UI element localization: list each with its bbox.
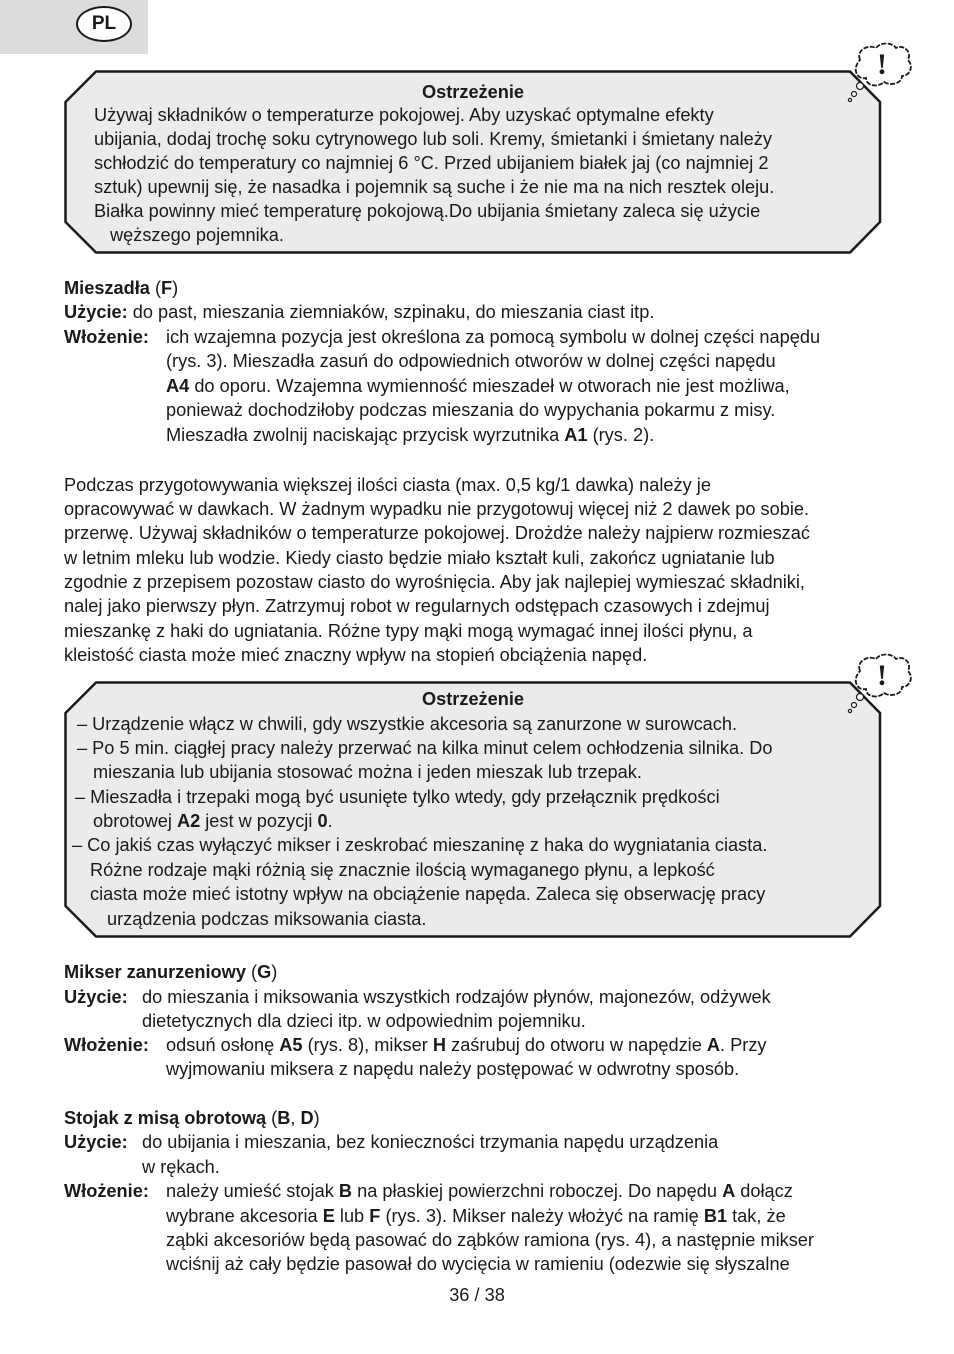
paragraph-line: przerwę. Używaj składników o temperaturze pokojowej. Drożdże należy najpierw rozmieszać <box>64 523 810 543</box>
paragraph-line: w letnim mleku lub wodzie. Kiedy ciasto będzie miało kształt kuli, zakończ ugniatanie lub <box>64 548 775 568</box>
warning-box-2 <box>64 659 887 938</box>
language-badge: PL <box>76 6 132 42</box>
warning-line: obrotowej A2 jest w pozycji 0. <box>93 811 333 831</box>
warning-line: sztuk) upewnij się, że nasadka i pojemnik są suche i że nie ma na nich resztek oleju. <box>94 177 775 197</box>
warning-line: – Po 5 min. ciągłej pracy należy przerwać na kilka minut celem ochłodzenia silnika. Do <box>77 738 773 758</box>
warning-line: schłodzić do temperatury co najmniej 6 °C. Przed ubijaniem białek jaj (co najmniej 2 <box>94 153 769 173</box>
warning-box-1 <box>64 48 887 254</box>
warning-title: Ostrzeżenie <box>421 82 525 102</box>
language-tab <box>0 0 148 54</box>
use-line: w rękach. <box>142 1157 220 1177</box>
use-label: Użycie: <box>64 1132 128 1152</box>
use-line: do mieszania i miksowania wszystkich rodzajów płynów, majonezów, odżywek <box>142 987 771 1007</box>
insert-label: Włożenie: <box>64 1181 149 1201</box>
use-label: Użycie: <box>64 987 128 1007</box>
warning-line: – Co jakiś czas wyłączyć mikser i zeskrobać mieszaninę z haka do wygniatania ciasta. <box>72 835 768 855</box>
warning-line: urządzenia podczas miksowania ciasta. <box>107 909 427 929</box>
paragraph-line: nalej jako pierwszy płyn. Zatrzymuj robot w regularnych odstępach czasowych i zdejmuj <box>64 596 770 616</box>
use-line: do ubijania i mieszania, bez konieczności trzymania napędu urządzenia <box>142 1132 719 1152</box>
section-heading: Stojak z misą obrotową (B, D) <box>64 1108 320 1128</box>
paragraph-line: kleistość ciasta może mieć znaczny wpływ na stopień obciążenia napęd. <box>64 645 648 665</box>
insert-line: (rys. 3). Mieszadła zasuń do odpowiednich otworów w dolnej części napędu <box>166 351 776 371</box>
insert-label: Włożenie: <box>64 1035 149 1055</box>
insert-line: Mieszadła zwolnij naciskając przycisk wyrzutnika A1 (rys. 2). <box>166 425 655 445</box>
warning-line: ciasta może mieć istotny wpływ na obciążenie napęda. Zaleca się obserwację pracy <box>90 884 766 904</box>
warning-line: Białka powinny mieć temperaturę pokojową.Do ubijania śmietany zaleca się użycie <box>94 201 761 221</box>
warning-line: mieszania lub ubijania stosować można i jeden mieszak lub trzepak. <box>93 762 642 782</box>
section-heading: Mieszadła (F) <box>64 278 179 298</box>
insert-line: wciśnij aż cały będzie pasował do wycięcia w ramieniu (odezwie się słyszalne <box>166 1254 790 1274</box>
warning-line: Używaj składników o temperaturze pokojowej. Aby uzyskać optymalne efekty <box>94 105 714 125</box>
insert-line: ich wzajemna pozycja jest określona za pomocą symbolu w dolnej części napędu <box>166 327 821 347</box>
insert-line: ząbki akcesoriów będą pasować do ząbków ramiona (rys. 4), a następnie mikser <box>166 1230 814 1250</box>
page-number: 36 / 38 <box>449 1285 505 1305</box>
use-line: dietetycznych dla dzieci itp. w odpowiednim pojemniku. <box>142 1011 586 1031</box>
insert-line: wybrane akcesoria E lub F (rys. 3). Mikser należy włożyć na ramię B1 tak, że <box>166 1206 786 1226</box>
use-row: Użycie: do past, mieszania ziemniaków, szpinaku, do mieszania ciast itp. <box>64 302 655 322</box>
warning-line: węższego pojemnika. <box>110 225 284 245</box>
insert-line: wyjmowaniu miksera z napędu należy postępować w odwrotny sposób. <box>166 1059 740 1079</box>
exclamation-mark: ! <box>877 48 887 81</box>
insert-line: odsuń osłonę A5 (rys. 8), mikser H zaśrubuj do otworu w napędzie A. Przy <box>166 1035 767 1055</box>
insert-line: należy umieść stojak B na płaskiej powierzchni roboczej. Do napędu A dołącz <box>166 1181 793 1201</box>
paragraph-line: mieszankę z haki do ugniatania. Różne typy mąki mogą wymagać innej ilości płynu, a <box>64 621 753 641</box>
insert-label: Włożenie: <box>64 327 149 347</box>
warning-line: Różne rodzaje mąki różnią się znacznie ilością wymaganego płynu, a lepkość <box>90 860 715 880</box>
warning-line: – Mieszadła i trzepaki mogą być usunięte tylko wtedy, gdy przełącznik prędkości <box>75 787 720 807</box>
warning-line: ubijania, dodaj trochę soku cytrynowego lub soli. Kremy, śmietanki i śmietany należy <box>94 129 772 149</box>
insert-line: A4 do oporu. Wzajemna wymienność mieszadeł w otworach nie jest możliwa, <box>166 376 790 396</box>
section-heading: Mikser zanurzeniowy (G) <box>64 962 278 982</box>
insert-line: ponieważ dochodziłoby podczas mieszania do wypychania pokarmu z misy. <box>166 400 776 420</box>
paragraph-line: zgodnie z przepisem pozostaw ciasto do wyrośnięcia. Aby jak najlepiej wymieszać składniki, <box>64 572 805 592</box>
exclamation-mark: ! <box>877 659 887 692</box>
paragraph-line: opracowywać w dawkach. W żadnym wypadku nie przygotowuj więcej niż 2 dawek po sobie. <box>64 499 810 519</box>
warning-line: – Urządzenie włącz w chwili, gdy wszystkie akcesoria są zanurzone w surowcach. <box>77 714 738 734</box>
paragraph-line: Podczas przygotowywania większej ilości ciasta (max. 0,5 kg/1 dawka) należy je <box>64 475 711 495</box>
warning-title: Ostrzeżenie <box>421 689 525 709</box>
